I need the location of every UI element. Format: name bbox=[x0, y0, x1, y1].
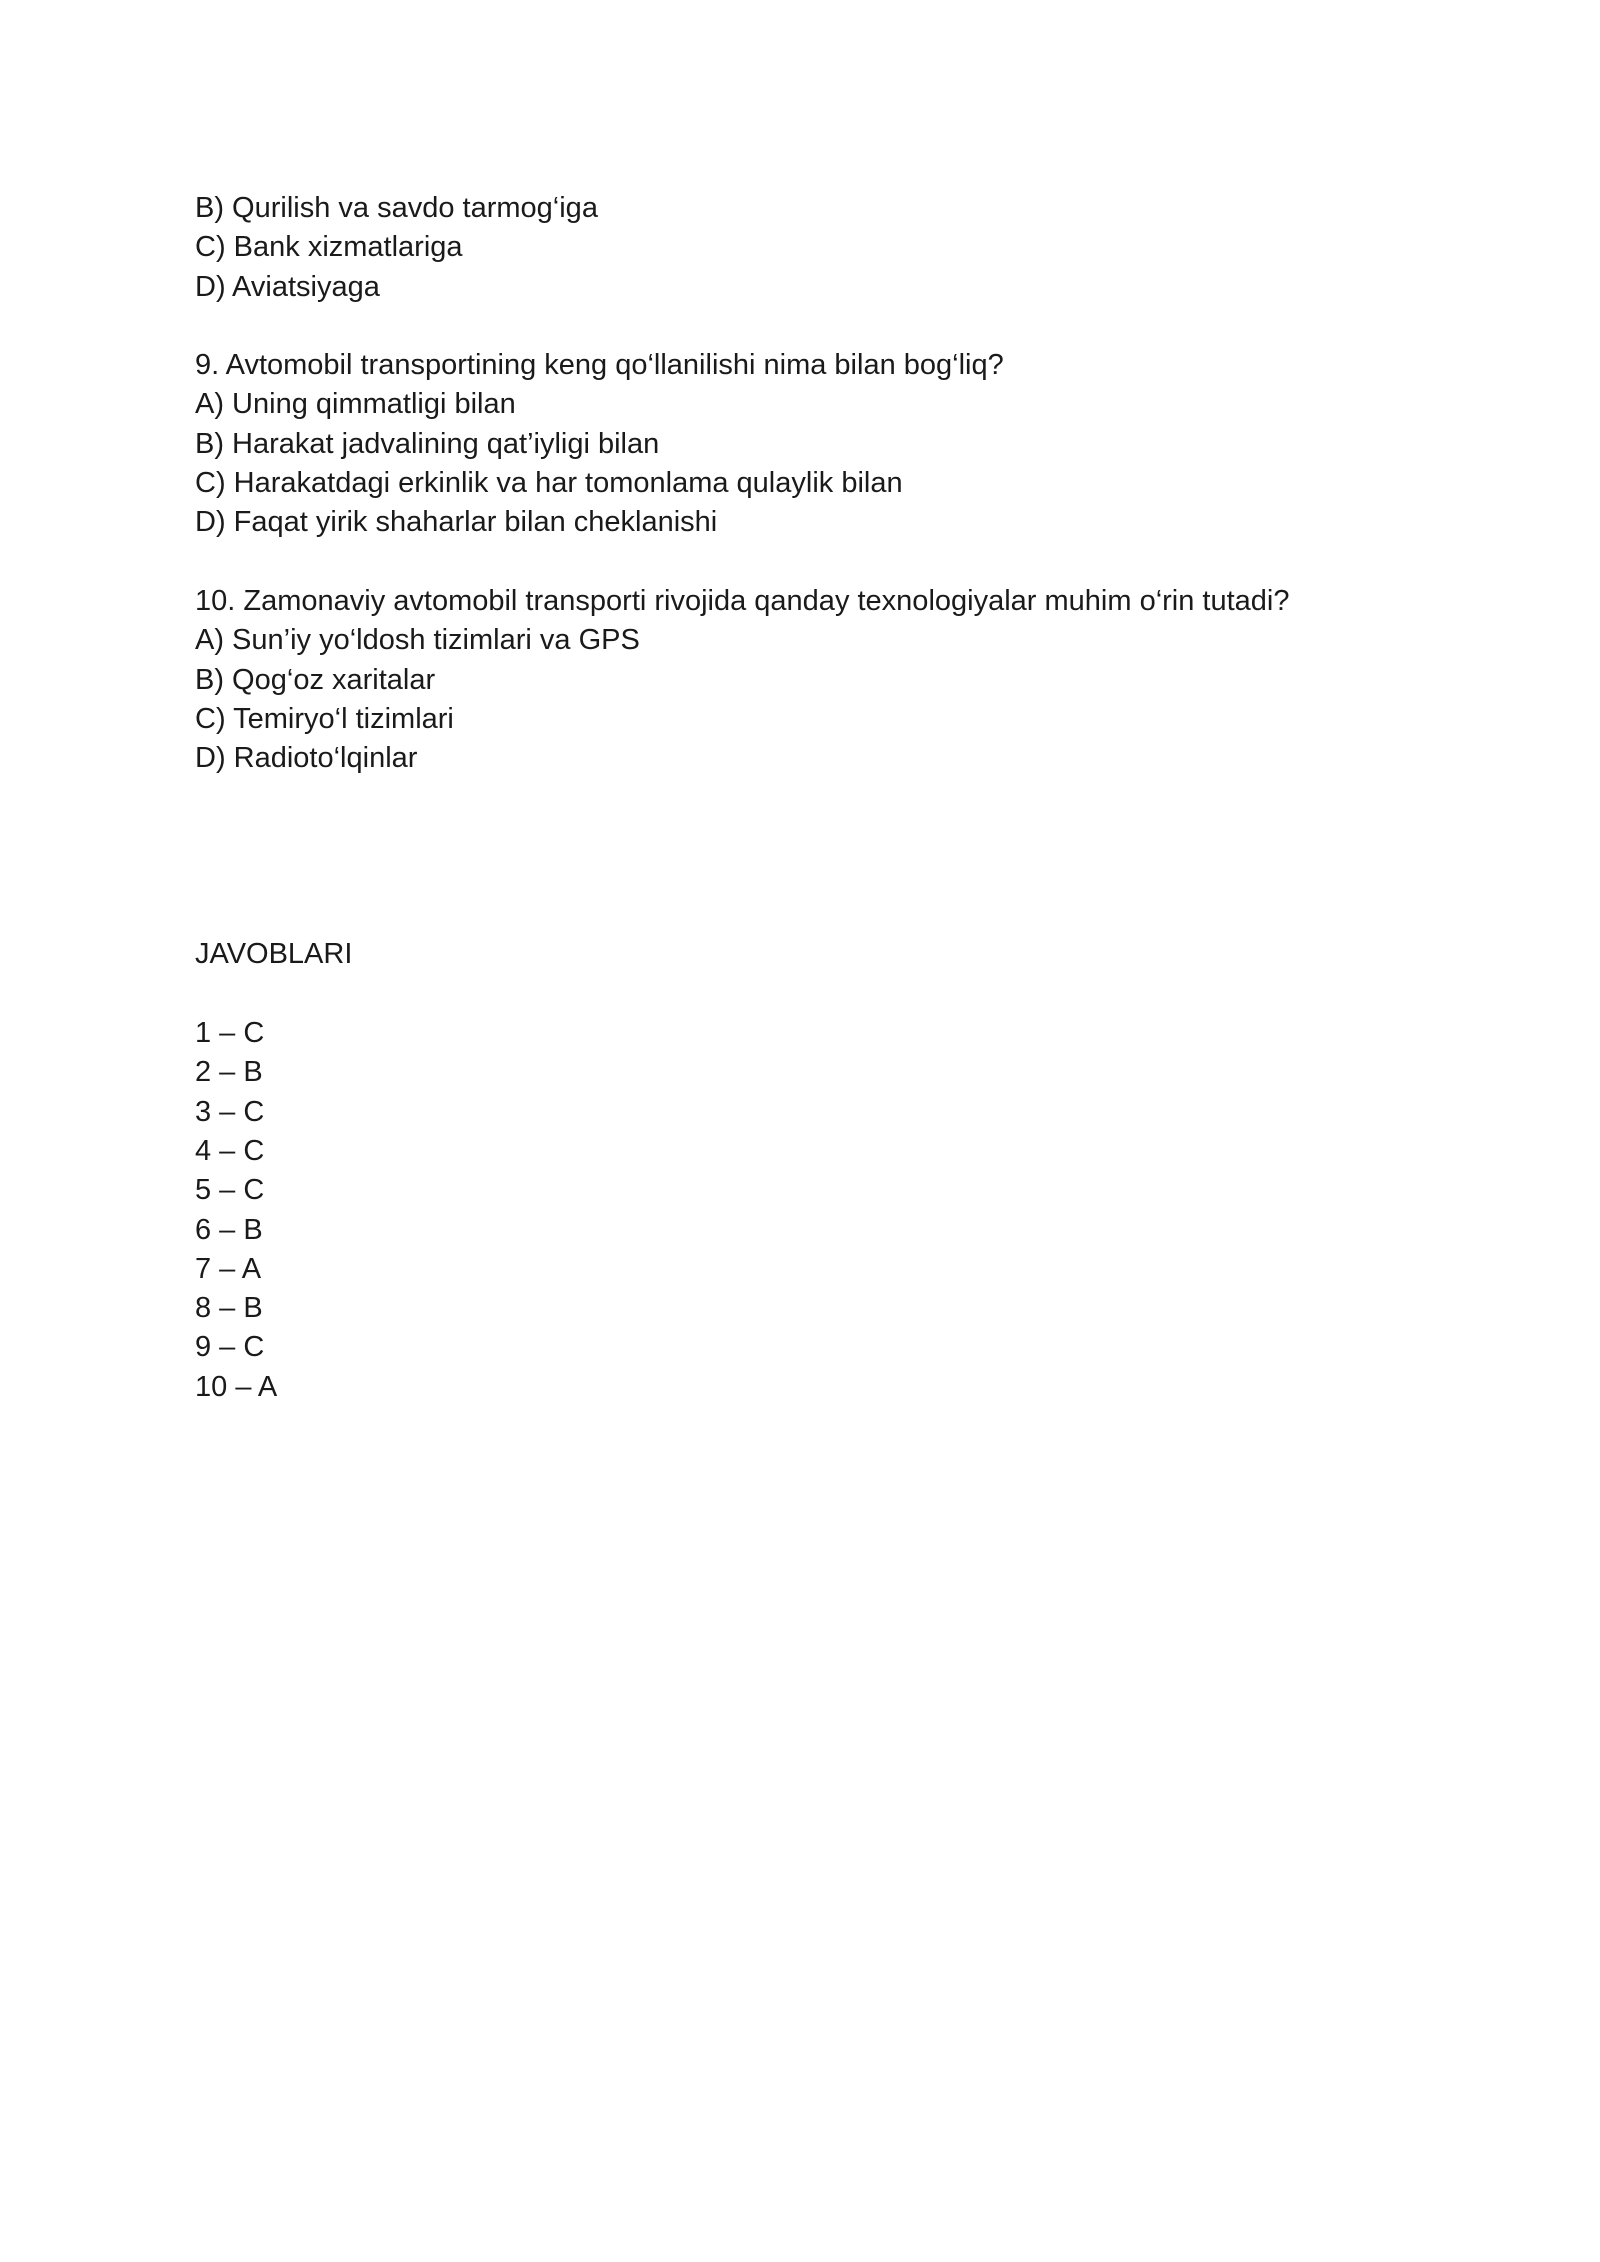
spacer bbox=[195, 778, 1415, 935]
question-10-text: 10. Zamonaviy avtomobil transporti rivojida qanday texnologiyalar muhim o‘rin tutadi? bbox=[195, 584, 1290, 617]
answer-item: 4 – C bbox=[195, 1134, 265, 1167]
question-9-text: 9. Avtomobil transportining keng qo‘llanilishi nima bilan bog‘liq? bbox=[195, 349, 1004, 382]
answer-item: 10 – A bbox=[195, 1370, 278, 1403]
question-9-block bbox=[195, 346, 1415, 542]
option-9b: B) Harakat jadvalining qat’iyligi bilan bbox=[195, 427, 660, 460]
option-9d: D) Faqat yirik shaharlar bilan cheklanishi bbox=[195, 506, 718, 539]
option-9a: A) Uning qimmatligi bilan bbox=[195, 388, 516, 421]
answer-item: 7 – A bbox=[195, 1252, 262, 1285]
spacer bbox=[195, 543, 1415, 582]
option-10c: C) Temiryo‘l tizimlari bbox=[195, 702, 454, 735]
document-page bbox=[195, 189, 1415, 1407]
answer-item: 1 – C bbox=[195, 1017, 265, 1050]
option-8d: D) Aviatsiyaga bbox=[195, 270, 380, 303]
option-10a: A) Sun’iy yo‘ldosh tizimlari va GPS bbox=[195, 624, 640, 657]
question-8-options bbox=[195, 189, 1415, 307]
answer-item: 6 – B bbox=[195, 1213, 263, 1246]
option-10b: B) Qog‘oz xaritalar bbox=[195, 663, 436, 696]
spacer bbox=[195, 975, 1415, 1014]
question-10-block bbox=[195, 582, 1415, 778]
answer-item: 3 – C bbox=[195, 1095, 265, 1128]
option-8c: C) Bank xizmatlariga bbox=[195, 231, 463, 264]
answer-item: 5 – C bbox=[195, 1174, 265, 1207]
answer-item: 9 – C bbox=[195, 1331, 265, 1364]
spacer bbox=[195, 307, 1415, 346]
answer-item: 8 – B bbox=[195, 1292, 263, 1325]
option-10d: D) Radioto‘lqinlar bbox=[195, 742, 418, 775]
option-9c: C) Harakatdagi erkinlik va har tomonlama qulaylik bilan bbox=[195, 467, 903, 500]
answers-section bbox=[195, 935, 1415, 1407]
answers-heading: JAVOBLARI bbox=[195, 938, 353, 971]
option-8b: B) Qurilish va savdo tarmog‘iga bbox=[195, 192, 598, 224]
answer-item: 2 – B bbox=[195, 1056, 263, 1089]
